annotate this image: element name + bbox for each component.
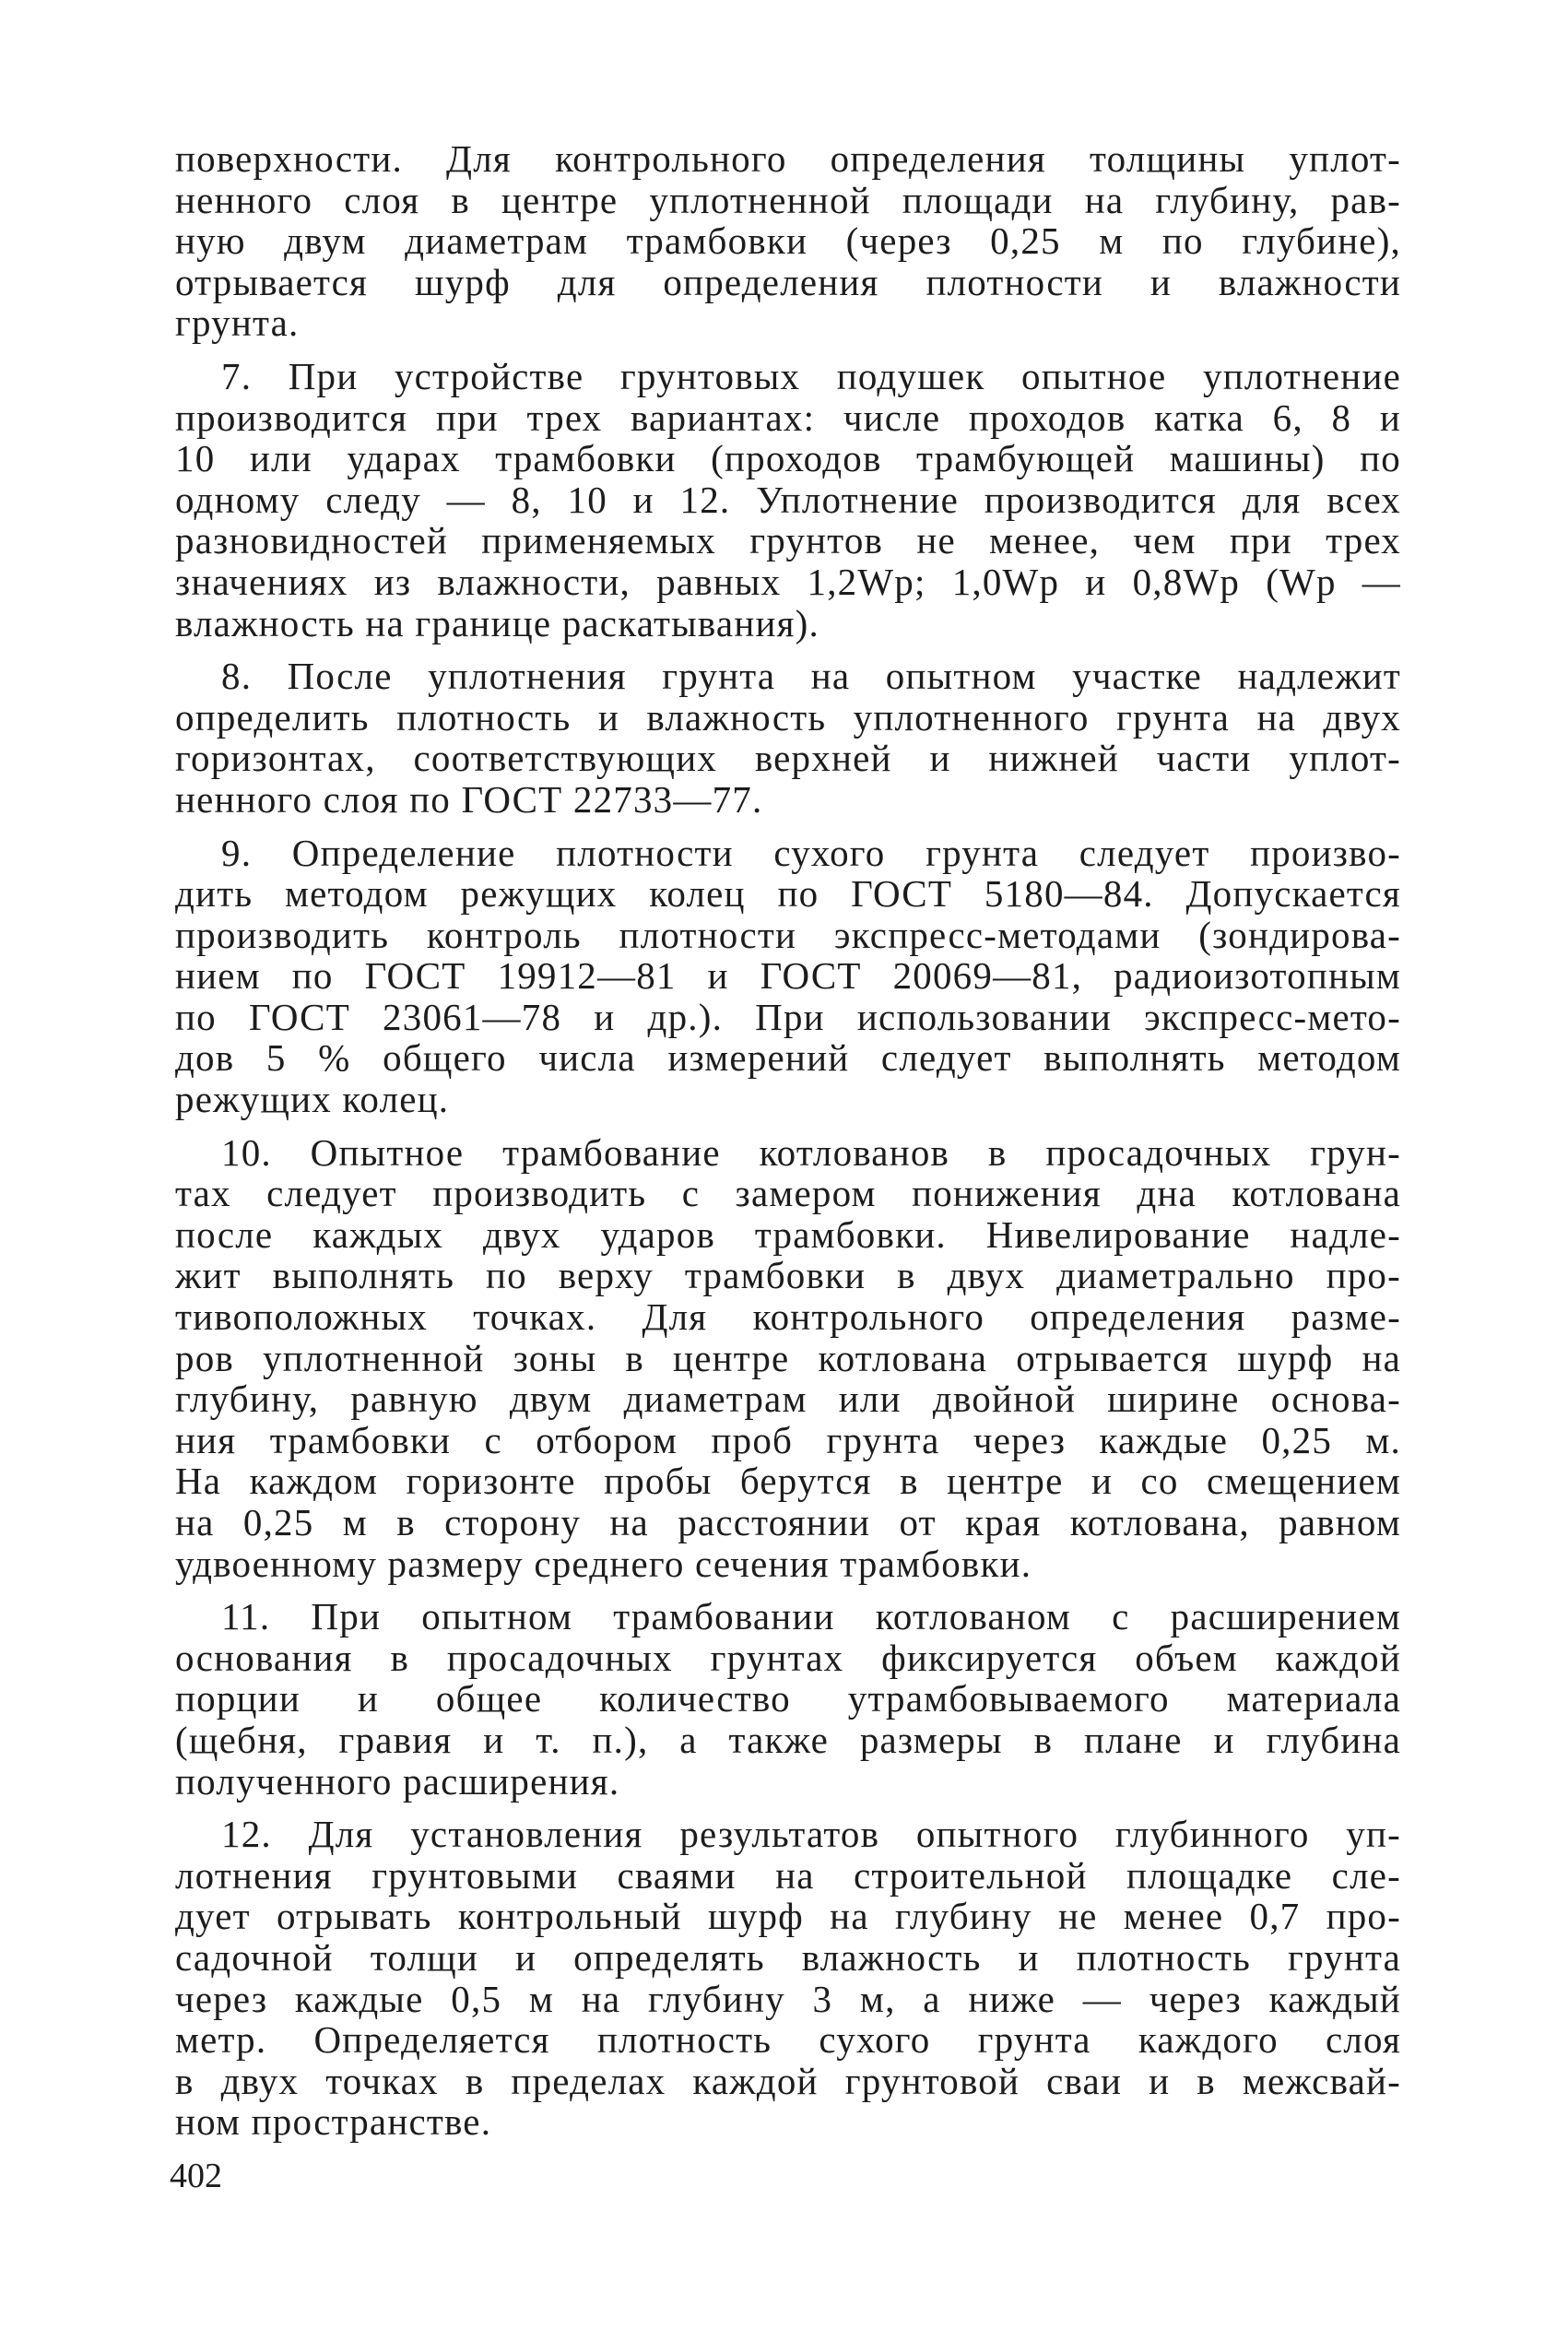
text-line: производится при трех вариантах: числе проходов катка 6, 8 и <box>175 396 1401 439</box>
text-line: жит выполнять по верху трамбовки в двух диаметрально про- <box>175 1254 1401 1297</box>
text-line: порции и общее количество утрамбовываемого материала <box>175 1677 1401 1720</box>
text-line: ров уплотненной зоны в центре котлована отрывается шурф на <box>175 1336 1401 1379</box>
text-line: нием по ГОСТ 19912—81 и ГОСТ 20069—81, радиоизотопным <box>175 954 1401 998</box>
text-line: глубину, равную двум диаметрам или двойной ширине основа- <box>175 1377 1401 1421</box>
body-text <box>175 138 1401 2143</box>
text-line: режущих колец. <box>175 1078 450 1121</box>
text-line: ную двум диаметрам трамбовки (через 0,25 м по глубине), <box>175 219 1401 263</box>
text-line: На каждом горизонте пробы берутся в центре и со смещением <box>175 1460 1401 1503</box>
page-number: 402 <box>170 2157 222 2195</box>
text-line: тах следует производить с замером понижения дна котлована <box>175 1172 1401 1215</box>
text-line: ненного слоя в центре уплотненной площади на глубину, рав- <box>175 178 1401 221</box>
paragraph <box>175 1596 1401 1802</box>
text-line: ном пространстве. <box>175 2100 492 2144</box>
text-line: 8. После уплотнения грунта на опытном участке надлежит <box>221 655 1401 698</box>
text-line: ненного слоя по ГОСТ 22733—77. <box>175 777 763 821</box>
text-line: горизонтах, соответствующих верхней и нижней части уплот- <box>175 737 1401 780</box>
paragraph <box>175 1132 1401 1585</box>
text-line: на 0,25 м в сторону на расстоянии от края котлована, равном <box>175 1501 1401 1543</box>
text-line: 9. Определение плотности сухого грунта следует произво- <box>221 831 1401 874</box>
text-line: лотнения грунтовыми сваями на строительной площадке сле- <box>175 1853 1401 1897</box>
text-line: через каждые 0,5 м на глубину 3 м, а ниже — через каждый <box>175 1977 1401 2020</box>
text-line: дить методом режущих колец по ГОСТ 5180—84. Допускается <box>175 872 1401 916</box>
paragraph <box>175 1814 1401 2143</box>
text-line: 7. При устройстве грунтовых подушек опытное уплотнение <box>221 354 1401 397</box>
text-line: производить контроль плотности экспресс-методами (зондирова- <box>175 913 1401 956</box>
text-line: поверхности. Для контрольного определения толщины уплот- <box>175 137 1401 180</box>
text-line: дов 5 % общего числа измерений следует выполнять методом <box>175 1036 1401 1080</box>
text-line: по ГОСТ 23061—78 и др.). При использовании экспресс-мето- <box>175 995 1401 1038</box>
text-line: значениях из влажности, равных 1,2Wр; 1,0Wр и 0,8Wр (Wр — <box>175 560 1401 603</box>
text-line: разновидностей применяемых грунтов не менее, чем при трех <box>175 519 1401 562</box>
text-line: 10 или ударах трамбовки (проходов трамбующей машины) по <box>175 437 1401 480</box>
text-line: после каждых двух ударов трамбовки. Нивелирование надле- <box>175 1212 1401 1256</box>
text-line: удвоенному размеру среднего сечения трамбовки. <box>175 1542 1032 1585</box>
text-line: влажность на границе раскатывания). <box>175 601 819 644</box>
text-line: дует отрывать контрольный шурф на глубину не менее 0,7 про- <box>175 1895 1401 1938</box>
text-line: полученного расширения. <box>175 1759 620 1803</box>
text-line: 11. При опытном трамбовании котлованом с расширением <box>221 1595 1401 1638</box>
text-line: 10. Опытное трамбование котлованов в просадочных грун- <box>221 1130 1401 1174</box>
text-line: 12. Для установления результатов опытного глубинного уп- <box>221 1813 1401 1856</box>
text-line: садочной толщи и определять влажность и плотность грунта <box>175 1935 1401 1979</box>
text-line: метр. Определяется плотность сухого грунта каждого слоя <box>175 2018 1401 2062</box>
text-line: определить плотность и влажность уплотненного грунта на двух <box>175 695 1401 739</box>
text-line: одному следу — 8, 10 и 12. Уплотнение производится для всех <box>175 478 1401 521</box>
paragraph <box>175 138 1401 344</box>
paragraph <box>175 356 1401 644</box>
text-line: в двух точках в пределах каждой грунтовой сваи и в межсвай- <box>175 2059 1401 2102</box>
text-line: отрывается шурф для определения плотности и влажности <box>175 260 1401 303</box>
text-line: ния трамбовки с отбором проб грунта через каждые 0,25 м. <box>175 1418 1401 1461</box>
paragraph <box>175 833 1401 1120</box>
text-line: грунта. <box>175 301 300 345</box>
text-line: основания в просадочных грунтах фиксируется объем каждой <box>175 1636 1401 1679</box>
text-line: (щебня, гравия и т. п.), а также размеры в плане и глубина <box>175 1718 1401 1761</box>
text-line: тивоположных точках. Для контрольного определения разме- <box>175 1295 1401 1339</box>
paragraph <box>175 656 1401 820</box>
